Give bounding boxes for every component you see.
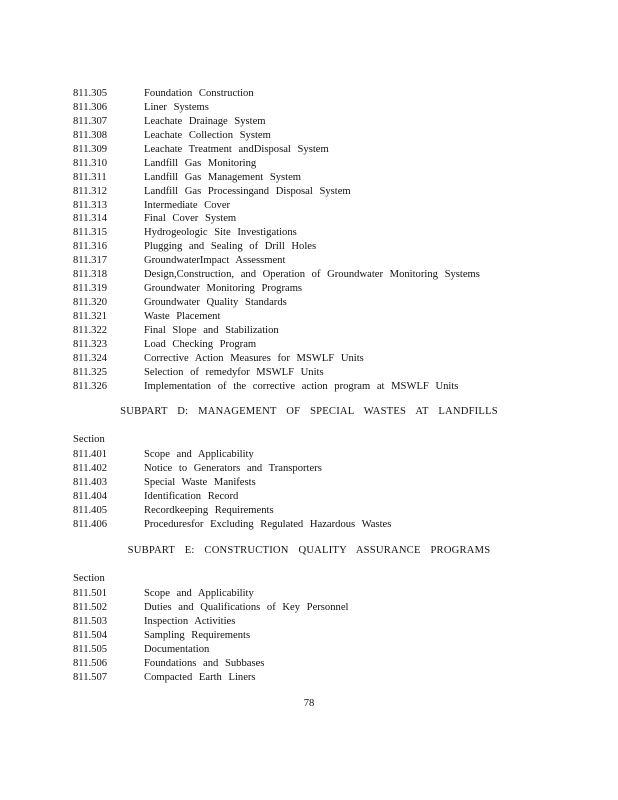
section-entry [73,324,593,338]
section-title: Landfill Gas Monitoring [144,157,257,169]
section-number: 811.403 [73,476,108,488]
section-title: Final Slope and Stabilization [144,324,279,336]
section-title: Scope and Applicability [144,588,254,599]
section-number: 811.501 [73,588,108,599]
section-title: Landfill Gas Management System [144,171,302,183]
section-number: 811.505 [73,643,108,655]
section-number: 811.305 [73,88,108,99]
section-title: Documentation [144,643,210,655]
section-title: Recordkeeping Requirements [144,504,274,516]
section-number: 811.402 [73,462,108,474]
section-title: Compacted Earth Liners [144,671,256,683]
section-title: Foundations and Subbases [144,657,265,669]
section-title: Hydrogeologic Site Investigations [144,227,297,239]
section-number: 811.315 [73,227,108,239]
section-entry [73,518,593,532]
section-number: 811.405 [73,504,108,516]
section-entry [73,657,593,671]
section-number: 811.324 [73,352,108,364]
section-title: Plugging and Sealing of Drill Holes [144,241,317,253]
section-number: 811.323 [73,338,108,350]
section-entry [73,462,593,476]
section-entry [73,282,593,296]
section-number: 811.504 [73,629,108,641]
section-title: Corrective Action Measures for MSWLF Units [144,352,364,364]
section-number: 811.310 [73,157,108,169]
section-entry [73,226,593,240]
section-title: Implementation of the corrective action program at MSWLF Units [144,380,459,392]
section-entry [73,240,593,254]
section-title: Identification Record [144,490,239,502]
section-number: 811.320 [73,297,108,309]
section-entry [73,87,593,101]
section-number: 811.322 [73,324,108,336]
section-number: 811.503 [73,615,108,627]
section-entry [73,101,593,115]
section-number: 811.314 [73,213,108,225]
section-label: Section [73,573,105,584]
section-entry [73,615,593,629]
section-number: 811.401 [73,449,108,460]
section-title: Landfill Gas Processingand Disposal System [144,185,351,197]
section-title: Final Cover System [144,213,237,225]
section-title: Selection of remedyfor MSWLF Units [144,366,324,378]
subpart-e-heading: SUBPART E: CONSTRUCTION QUALITY ASSURANCE PROGRAMS [127,545,491,556]
section-title: GroundwaterImpact Assessment [144,255,286,267]
section-entry [73,629,593,643]
section-number: 811.309 [73,143,108,155]
section-entry [73,671,593,685]
section-number: 811.312 [73,185,108,197]
section-entry [73,115,593,129]
section-number: 811.404 [73,490,108,502]
section-entry [73,212,593,226]
section-entry [73,352,593,366]
section-list-subpart-c [73,87,593,394]
section-list-subpart-d [73,448,593,532]
section-number: 811.307 [73,115,108,127]
section-number: 811.507 [73,671,108,683]
section-title: Groundwater Monitoring Programs [144,283,303,295]
section-number: 811.326 [73,380,108,392]
section-entry [73,129,593,143]
section-entry [73,296,593,310]
section-entry [73,254,593,268]
section-title: Foundation Construction [144,88,254,99]
section-title: Leachate Treatment andDisposal System [144,143,329,155]
section-number: 811.313 [73,199,108,211]
section-title: Duties and Qualifications of Key Personnel [144,601,349,613]
section-entry [73,587,593,601]
section-title: Design,Construction, and Operation of Groundwater Monitoring Systems [144,269,480,281]
section-title: Notice to Generators and Transporters [144,462,322,474]
section-entry [73,380,593,394]
section-number: 811.406 [73,518,108,530]
section-number: 811.321 [73,311,108,322]
section-number: 811.306 [73,101,108,113]
section-title: Waste Placement [144,311,221,322]
section-title: Intermediate Cover [144,199,231,211]
section-title: Leachate Collection System [144,129,271,141]
section-number: 811.318 [73,269,108,281]
section-title: Liner Systems [144,101,209,113]
section-label: Section [73,434,105,445]
section-entry [73,338,593,352]
section-entry [73,268,593,282]
section-number: 811.502 [73,601,108,613]
section-entry [73,476,593,490]
page-number: 78 [303,698,315,709]
section-number: 811.308 [73,129,108,141]
section-number: 811.325 [73,366,108,378]
section-entry [73,157,593,171]
section-entry [73,310,593,324]
section-entry [73,171,593,185]
section-number: 811.319 [73,283,108,295]
section-entry [73,185,593,199]
section-entry [73,643,593,657]
section-title: Load Checking Program [144,338,257,350]
section-title: Inspection Activities [144,615,236,627]
section-entry [73,601,593,615]
section-title: Proceduresfor Excluding Regulated Hazardous Wastes [144,518,392,530]
subpart-d-heading: SUBPART D: MANAGEMENT OF SPECIAL WASTES AT LANDFILLS [120,406,498,417]
section-title: Leachate Drainage System [144,115,266,127]
section-entry [73,143,593,157]
section-number: 811.506 [73,657,108,669]
section-entry [73,504,593,518]
section-title: Scope and Applicability [144,449,254,460]
section-entry [73,199,593,213]
section-title: Sampling Requirements [144,629,251,641]
section-number: 811.317 [73,255,108,267]
section-number: 811.311 [73,171,107,183]
section-title: Special Waste Manifests [144,476,256,488]
section-list-subpart-e [73,587,593,685]
section-entry [73,448,593,462]
section-entry [73,490,593,504]
section-entry [73,366,593,380]
section-title: Groundwater Quality Standards [144,297,287,309]
section-number: 811.316 [73,241,108,253]
